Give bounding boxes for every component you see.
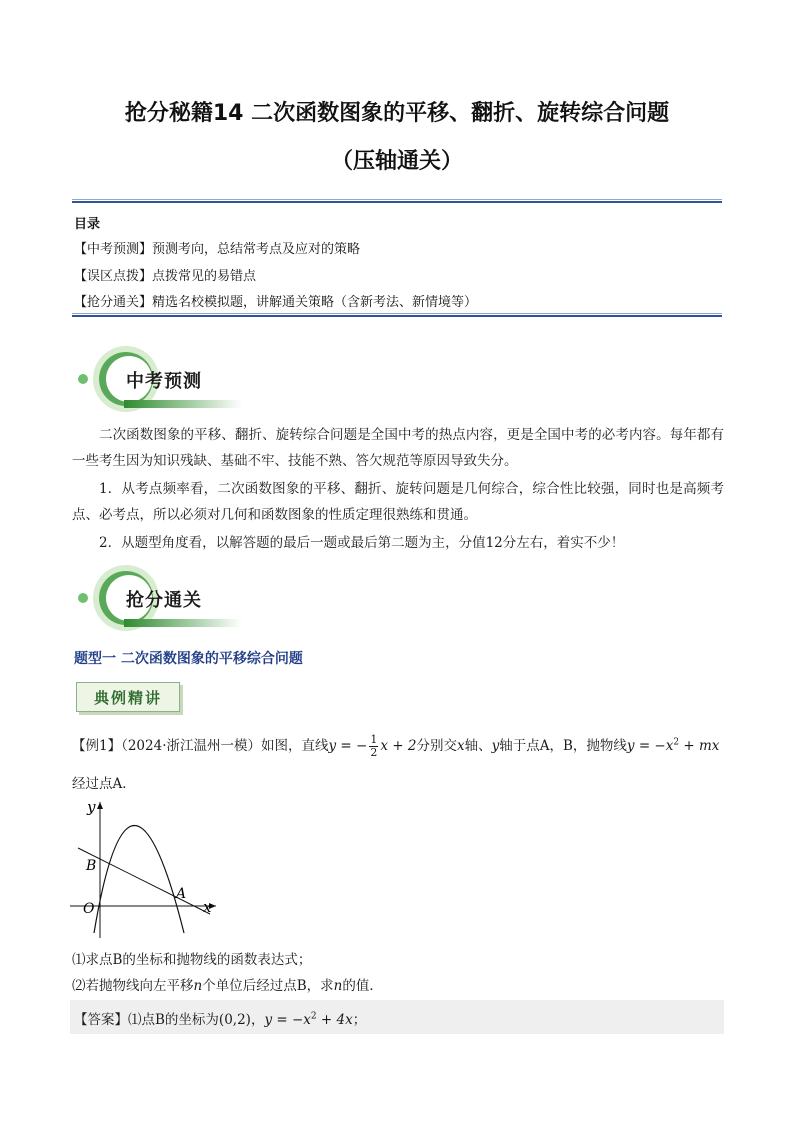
- page-subtitle: （压轴通关）: [330, 149, 463, 174]
- answer-sep: ，: [250, 1012, 265, 1028]
- parabola-figure: [70, 798, 220, 940]
- banner-pass: [74, 562, 244, 634]
- answer-eq-rest: + 4x: [316, 1012, 353, 1028]
- parabola-eq: y = −x: [626, 738, 674, 754]
- example-tag-label: 典例精讲: [93, 689, 162, 707]
- fraction-one-half: [369, 734, 378, 759]
- prediction-paragraph-1: 二次函数图象的平移、翻折、旋转综合问题是全国中考的热点内容，更是全国中考的必考内容。每年都有一些考生因为知识残缺、基础不牢、技能不熟、答欠规范等原因导致失分。: [72, 427, 724, 469]
- question-1: ⑴求点B的坐标和抛物线的函数表达式；: [72, 952, 312, 968]
- banner-predict-label: 中考预测: [126, 371, 202, 392]
- label-point-b: B: [86, 858, 97, 874]
- line-eq-rest: x + 2: [380, 738, 417, 754]
- parabola-eq-rest: + mx: [679, 738, 720, 754]
- frac-denominator: 2: [370, 746, 378, 759]
- x-symbol: x: [456, 738, 465, 754]
- divider-toc-bottom: [72, 313, 722, 317]
- y-symbol: y: [491, 738, 500, 754]
- example-prefix: 【例1】（2024·浙江温州一模）如图，直线: [72, 738, 329, 754]
- parabola-curve: [94, 826, 187, 934]
- label-point-a: A: [176, 886, 187, 902]
- example-mid3: 轴于点A，B，抛物线: [499, 738, 627, 754]
- banner-pass-label: 抢分通关: [126, 590, 202, 611]
- answer-coord: (0,2): [218, 1012, 251, 1028]
- y-axis-arrow-icon: [97, 802, 103, 809]
- toc-item-pass[interactable]: 【抢分通关】精选名校模拟题，讲解通关策略（含新考法、新情境等）: [74, 295, 478, 310]
- answer-exp: 2: [310, 1011, 317, 1022]
- q2-mid: 个单位后经过点B，求: [202, 978, 334, 994]
- q2-n2: n: [333, 978, 343, 994]
- answer-pre: 【答案】⑴点B的坐标为: [74, 1012, 219, 1028]
- page-title: 抢分秘籍14 二次函数图象的平移、翻折、旋转综合问题: [124, 101, 670, 126]
- divider-top: [72, 199, 722, 203]
- frac-numerator: 1: [370, 733, 378, 746]
- label-y: y: [87, 798, 96, 816]
- toc-item-predict[interactable]: 【中考预测】预测考向，总结常考点及应对的策略: [74, 242, 361, 257]
- answer-line: [74, 1008, 366, 1028]
- answer-eq: y = −x: [264, 1012, 311, 1028]
- q2-n: n: [193, 978, 203, 994]
- question-2: [72, 974, 383, 994]
- example-statement-line2: 经过点A．: [72, 776, 136, 792]
- prediction-paragraph-2: 1．从考点频率看，二次函数图象的平移、翻折、旋转问题是几何综合，综合性比较强，同时也是高频考点、必考点，所以必须对几何和函数图象的性质定理很熟练和贯通。: [72, 481, 724, 523]
- label-origin: O: [83, 901, 95, 917]
- type-heading: 题型一 二次函数图象的平移综合问题: [74, 651, 303, 667]
- example-mid: 分别交: [416, 738, 457, 754]
- answer-end: ；: [352, 1012, 367, 1028]
- q2-end: 的值．: [342, 978, 383, 994]
- prediction-paragraph-3: 2．从题型角度看，以解答题的最后一题或最后第二题为主，分值12分左右，着实不少！: [99, 535, 625, 551]
- line-ab: [78, 848, 210, 914]
- example-statement: [72, 734, 719, 759]
- label-x: x: [203, 898, 212, 916]
- answer-box: [70, 1000, 724, 1034]
- example-mid2: 轴、: [464, 738, 492, 754]
- banner-predict: [74, 343, 244, 415]
- toc-item-mistakes[interactable]: 【误区点拨】点拨常见的易错点: [74, 269, 257, 284]
- q2-pre: ⑵若抛物线向左平移: [72, 978, 194, 994]
- toc-heading: 目录: [74, 217, 101, 232]
- example-tag: [76, 682, 180, 712]
- line-eq-equals: = −: [336, 738, 368, 754]
- line-eq-y: y: [328, 738, 337, 754]
- parabola-exp: 2: [673, 737, 680, 748]
